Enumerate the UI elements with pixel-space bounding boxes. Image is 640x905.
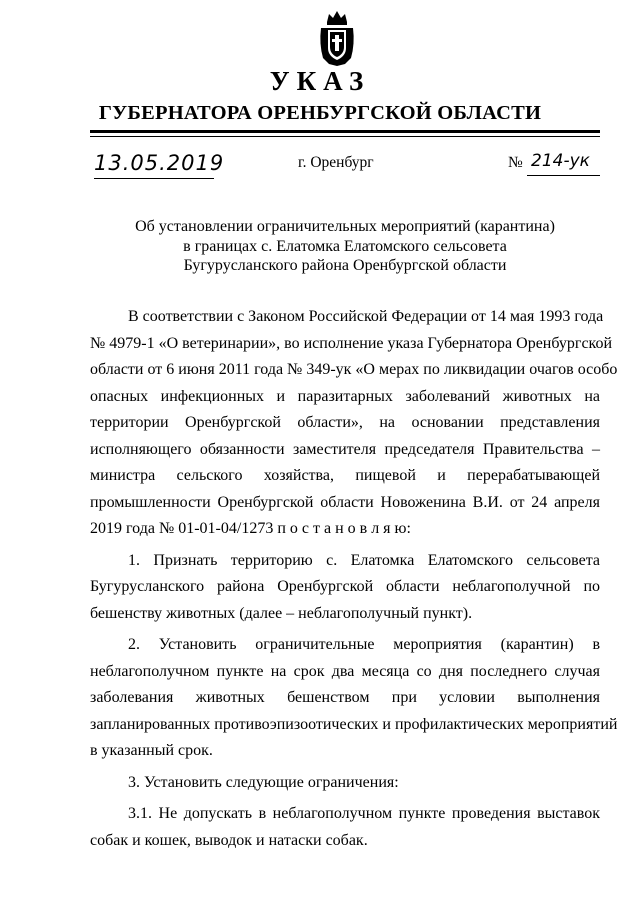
text-line: запланированных противоэпизоотических и профилактических мероприятий xyxy=(90,715,618,733)
document-subtitle: ГУБЕРНАТОРА ОРЕНБУРГСКОЙ ОБЛАСТИ xyxy=(98,102,542,124)
text-line: собак и кошек, выводок и натаски собак. xyxy=(90,831,368,849)
item-3-paragraph xyxy=(90,770,600,797)
text-line: В соответствии с Законом Российской Федерации от 14 мая 1993 года xyxy=(128,308,604,325)
decree-heading xyxy=(90,217,600,276)
text-line: промышленности Оренбургской области Новоженина В.И. от 24 апреля xyxy=(90,493,600,511)
document-title: УКАЗ xyxy=(269,66,371,96)
text-line: заболевания животных бешенством при условии выполнения xyxy=(90,689,600,706)
text-line: № 4979-1 «О ветеринарии», во исполнение указа Губернатора Оренбургской xyxy=(90,334,613,352)
text-line: неблагополучном пункте на срок два месяца со дня последнего случая xyxy=(90,662,600,680)
text-line: опасных инфекционных и паразитарных заболеваний животных на xyxy=(90,387,600,405)
header-divider-thin xyxy=(90,136,600,137)
text-line: 2019 года № 01-01-04/1273 п о с т а н о в л я ю: xyxy=(90,520,411,537)
text-line: 2. Установить ограничительные мероприятия (карантин) в xyxy=(128,636,600,653)
header-divider-thick xyxy=(90,130,600,133)
text-line: Бугурусланского района Оренбургской области неблагополучной по xyxy=(90,578,600,595)
text-line: 3. Установить следующие ограничения: xyxy=(128,773,399,791)
item-3-1-paragraph xyxy=(90,801,600,854)
decree-body xyxy=(90,304,618,854)
coat-of-arms-emblem xyxy=(319,10,355,66)
text-line: территории Оренбургской области», на основании представления xyxy=(90,414,600,431)
text-line: 1. Признать территорию с. Елатомка Елатомского сельсовета xyxy=(128,551,600,569)
decree-number-sign: № xyxy=(508,154,523,171)
heading-line: в границах с. Елатомка Елатомского сельсовета xyxy=(183,237,507,255)
text-line: в указанный срок. xyxy=(90,742,213,759)
heading-line: Бугурусланского района Оренбургской области xyxy=(183,257,507,274)
text-line: министра сельского хозяйства, пищевой и перерабатывающей xyxy=(90,467,600,484)
preamble-paragraph xyxy=(90,304,618,543)
heading-line: Об установлении ограничительных мероприятий (карантина) xyxy=(135,218,555,235)
item-2-paragraph xyxy=(90,632,618,765)
text-line: области от 6 июня 2011 года № 349-ук «О мерах по ликвидации очагов особо xyxy=(90,361,618,378)
item-1-paragraph xyxy=(90,548,600,628)
text-line: 3.1. Не допускать в неблагополучном пункте проведения выставок xyxy=(128,805,600,822)
text-line: бешенству животных (далее – неблагополучный пункт). xyxy=(90,604,473,622)
decree-city: г. Оренбург xyxy=(298,154,374,171)
decree-date: 13.05.2019 xyxy=(94,150,214,179)
text-line: исполняющего обязанности заместителя председателя Правительства – xyxy=(90,440,600,458)
decree-number: 214-ук xyxy=(527,148,600,176)
